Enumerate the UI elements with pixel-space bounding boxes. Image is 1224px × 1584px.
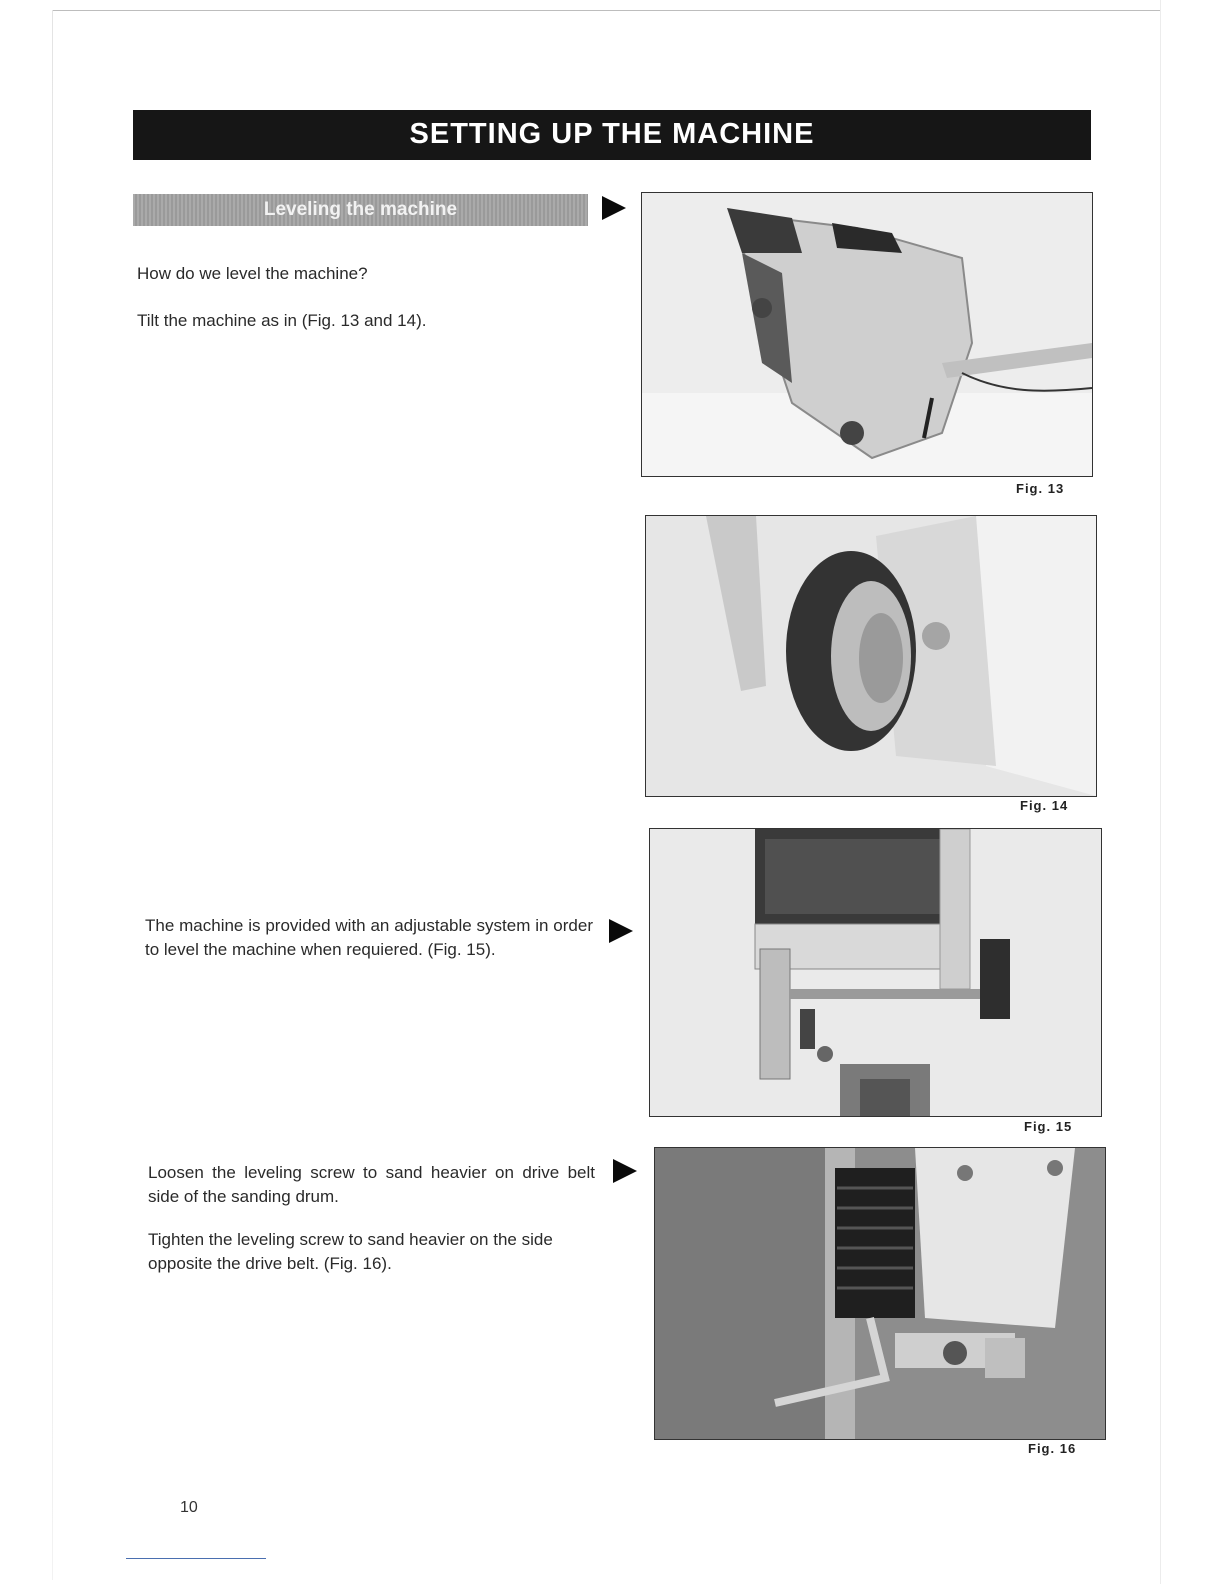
section-heading: Leveling the machine: [133, 194, 588, 226]
figure-16-caption: Fig. 16: [1028, 1441, 1077, 1456]
figure-14-photo: [645, 515, 1097, 797]
leveling-screw-illustration: [655, 1148, 1105, 1439]
adjust-system-text: The machine is provided with an adjustable system in order to level the machine when requiered. (Fig. 15).: [145, 916, 593, 959]
wheel-closeup-illustration: [646, 516, 1096, 796]
tighten-screw-text: Tighten the leveling screw to sand heavier on the side opposite the drive belt. (Fig. 16).: [148, 1230, 553, 1273]
page-title: SETTING UP THE MACHINE: [133, 110, 1091, 160]
page-edge-right: [1160, 0, 1161, 1584]
figure-14-caption: Fig. 14: [1020, 798, 1069, 813]
page-edge: [52, 10, 1160, 11]
intro-question: How do we level the machine?: [137, 264, 368, 283]
pointer-arrow-icon: [602, 196, 626, 220]
pointer-arrow-icon: [609, 919, 633, 943]
machine-tilted-illustration: [642, 193, 1092, 476]
adjustment-system-illustration: [650, 829, 1101, 1116]
figure-15-photo: [649, 828, 1102, 1117]
page-number: 10: [180, 1499, 198, 1516]
footer-rule: [126, 1558, 266, 1559]
pointer-arrow-icon: [613, 1159, 637, 1183]
intro-instruction: Tilt the machine as in (Fig. 13 and 14).: [137, 311, 427, 330]
figure-15-caption: Fig. 15: [1024, 1119, 1073, 1134]
loosen-screw-text: Loosen the leveling screw to sand heavier on drive belt side of the sanding drum.: [148, 1163, 595, 1206]
figure-13-photo: [641, 192, 1093, 477]
figure-13-caption: Fig. 13: [1016, 481, 1065, 496]
page-edge-left: [52, 10, 53, 1580]
figure-16-photo: [654, 1147, 1106, 1440]
